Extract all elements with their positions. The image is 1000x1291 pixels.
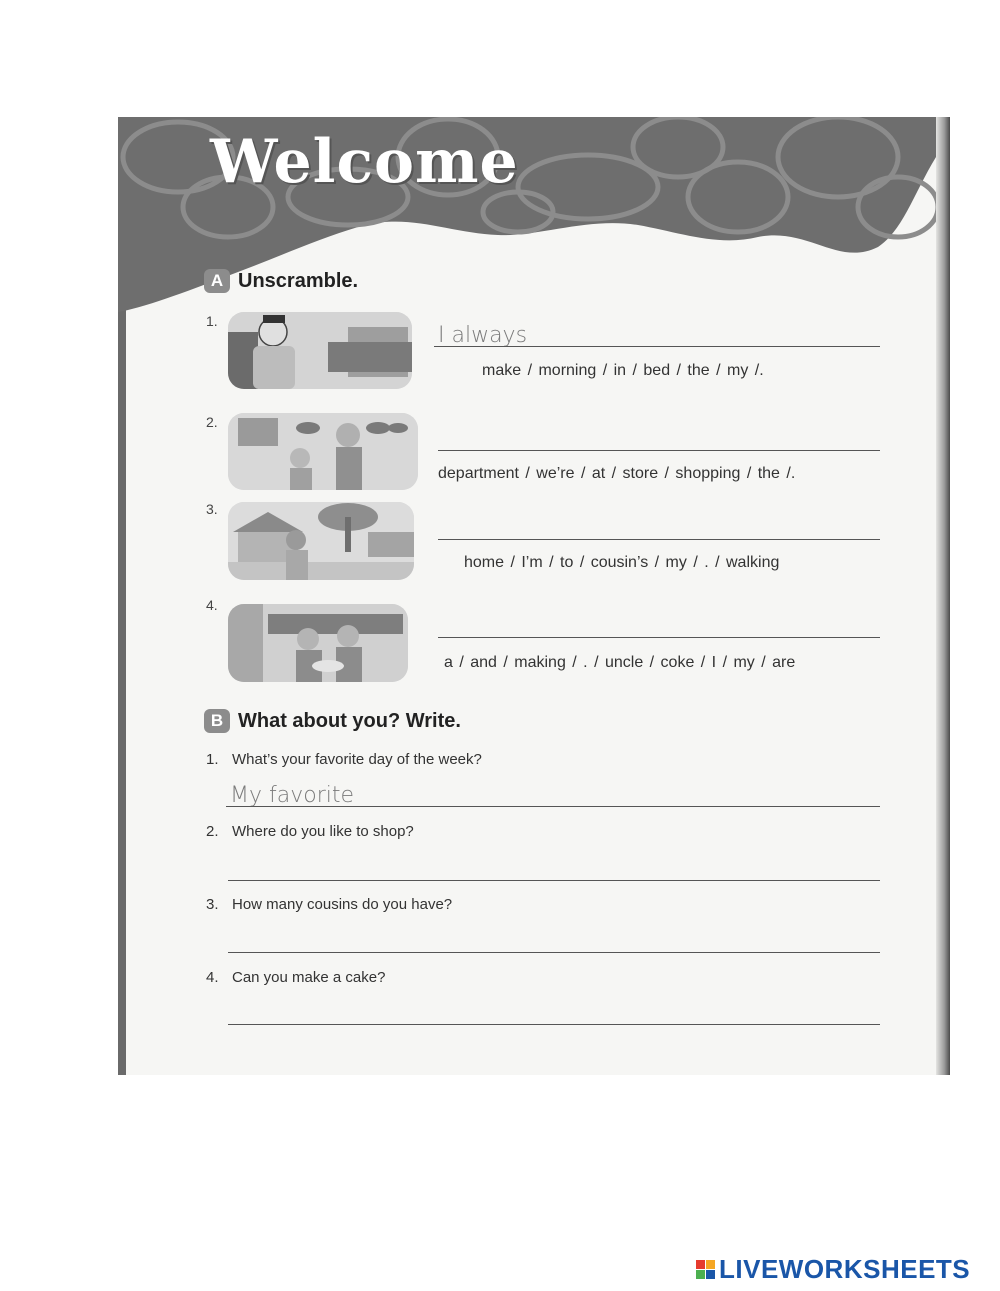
question-3-answer-line[interactable]: [228, 952, 880, 953]
question-1-number: 1.: [206, 751, 219, 768]
question-1-text: What’s your favorite day of the week?: [232, 751, 482, 768]
item-1-answer-line[interactable]: [434, 346, 880, 347]
liveworksheets-logo: [696, 1254, 970, 1285]
question-2-text: Where do you like to shop?: [232, 823, 414, 840]
logo-square-4: [706, 1270, 715, 1279]
question-4: [206, 969, 385, 986]
section-b-badge: B: [204, 709, 230, 733]
question-1-answer-line[interactable]: [226, 806, 880, 807]
question-1-answer[interactable]: My favorite: [230, 783, 355, 808]
item-2-answer-line[interactable]: [438, 450, 880, 451]
question-3: [206, 896, 452, 913]
logo-square-3: [696, 1270, 705, 1279]
question-4-text: Can you make a cake?: [232, 969, 386, 986]
liveworksheets-logo-icon: [696, 1260, 715, 1279]
question-3-number: 3.: [206, 896, 219, 913]
logo-square-2: [706, 1260, 715, 1269]
section-a-heading: [204, 269, 358, 293]
question-4-answer-line[interactable]: [228, 1024, 880, 1025]
item-1-number: 1.: [206, 313, 218, 329]
section-b-title: What about you? Write.: [238, 709, 461, 732]
question-2: [206, 823, 414, 840]
item-3-picture: [228, 502, 414, 580]
liveworksheets-logo-text: LIVEWORKSHEETS: [719, 1254, 971, 1284]
item-3-words: home / I’m / to / cousin’s / my / . / walking: [464, 554, 780, 571]
question-2-answer-line[interactable]: [228, 880, 880, 881]
item-2-number: 2.: [206, 414, 218, 430]
logo-square-1: [696, 1260, 705, 1269]
item-1-picture: [228, 312, 412, 389]
item-2-words: department / we’re / at / store / shopping / the /.: [438, 465, 796, 482]
item-3-answer-line[interactable]: [438, 539, 880, 540]
section-a-title: Unscramble.: [238, 269, 359, 292]
item-1-answer[interactable]: I always: [438, 323, 528, 348]
worksheet-page: [118, 117, 950, 1075]
item-4-answer-line[interactable]: [438, 637, 880, 638]
question-3-text: How many cousins do you have?: [232, 896, 453, 913]
question-4-number: 4.: [206, 969, 219, 986]
item-2-picture: [228, 413, 418, 490]
page-title: Welcome: [210, 127, 519, 197]
section-b-heading: [204, 709, 461, 733]
item-4-number: 4.: [206, 597, 218, 613]
question-1: [206, 751, 482, 768]
item-4-words: a / and / making / . / uncle / coke / I / my / are: [444, 654, 796, 671]
item-1-words: make / morning / in / bed / the / my /.: [482, 362, 764, 379]
question-2-number: 2.: [206, 823, 219, 840]
item-3-number: 3.: [206, 501, 218, 517]
page-right-edge: [936, 117, 950, 1075]
section-a-badge: A: [204, 269, 230, 293]
item-4-picture: [228, 604, 408, 682]
